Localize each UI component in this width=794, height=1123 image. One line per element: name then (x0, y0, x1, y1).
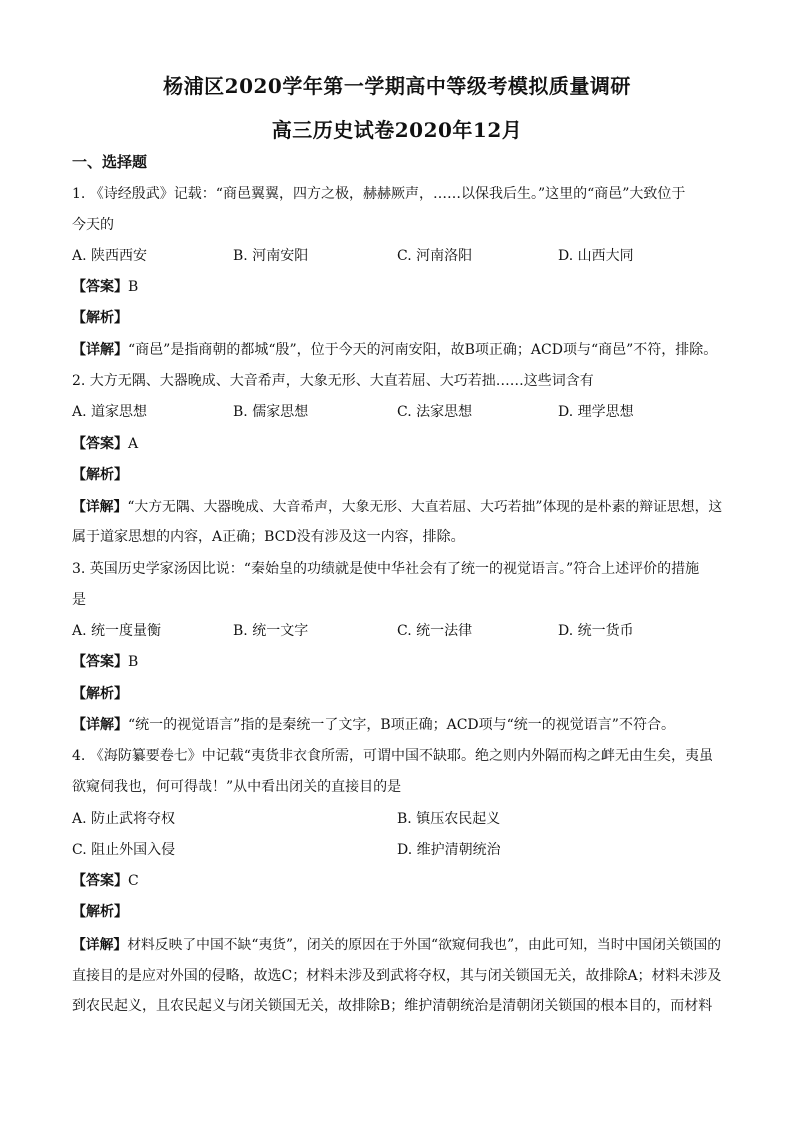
q2-option-b: B. 儒家思想 (233, 404, 309, 420)
q4-option-c: C. 阻止外国入侵 (72, 842, 176, 858)
q1-option-a: A. 陕西西安 (72, 248, 148, 264)
q3-analysis (72, 683, 128, 703)
q2-answer-value: A (128, 436, 139, 452)
q3-stem-line2: 是 (72, 592, 86, 608)
q4-detail-line2: 直接目的是应对外国的侵略，故选C；材料未涉及到武将夺权，其与闭关锁国无关，故排除A；材料未涉及 (72, 968, 722, 984)
answer-label: 【答案】 (72, 873, 128, 889)
q1-analysis (72, 307, 128, 327)
q3-option-c: C. 统一法律 (397, 623, 473, 639)
q2-analysis (72, 464, 128, 484)
q1-stem-line1: 1. 《诗经殷武》记载：“商邑翼翼，四方之极，赫赫厥声，……以保我后生。”这里的“商邑”大致位于 (72, 186, 686, 202)
q2-option-a: A. 道家思想 (72, 404, 148, 420)
q3-stem-line1: 3. 英国历史学家汤因比说：“秦始皇的功绩就是使中华社会有了统一的视觉语言。”符合上述评价的措施 (72, 561, 700, 577)
q3-option-b: B. 统一文字 (233, 623, 309, 639)
q1-option-b: B. 河南安阳 (233, 248, 309, 264)
q2-option-d: D. 理学思想 (558, 404, 634, 420)
q2-detail-line1 (72, 495, 722, 515)
q4-option-b: B. 镇压农民起义 (397, 811, 501, 827)
q2-option-c: C. 法家思想 (397, 404, 473, 420)
q3-answer-value: B (128, 654, 139, 670)
answer-label: 【答案】 (72, 436, 128, 452)
q1-answer (72, 276, 138, 296)
answer-label: 【答案】 (72, 654, 128, 670)
q1-option-d: D. 山西大同 (558, 248, 634, 264)
q4-stem-line1: 4. 《海防纂要卷七》中记载“夷货非衣食所需，可谓中国不缺耶。绝之则内外隔而构之衅无由生矣，夷虽 (72, 748, 713, 764)
exam-subtitle: 高三历史试卷2020年12月 (271, 118, 523, 142)
q4-detail-line3: 到农民起义，且农民起义与闭关锁国无关，故排除B；维护清朝统治是清朝闭关锁国的根本目的，而材料 (72, 998, 713, 1014)
q2-stem-line1: 2. 大方无隅、大器晚成、大音希声，大象无形、大直若屈、大巧若拙……这些词含有 (72, 373, 594, 389)
q3-option-d: D. 统一货币 (558, 623, 634, 639)
q1-detail-text: “商邑”是指商朝的都城“殷”，位于今天的河南安阳，故B项正确；ACD项与“商邑”不符，排除。 (128, 342, 718, 358)
section-heading: 一、选择题 (72, 153, 148, 171)
analysis-label: 【解析】 (72, 904, 128, 920)
analysis-label: 【解析】 (72, 686, 128, 702)
q4-option-a: A. 防止武将夺权 (72, 811, 176, 827)
q4-answer (72, 870, 139, 890)
q2-answer (72, 433, 138, 453)
detail-label: 【详解】 (72, 499, 128, 515)
q3-detail-text: “统一的视觉语言”指的是秦统一了文字，B项正确；ACD项与“统一的视觉语言”不符合。 (128, 717, 675, 733)
q4-detail-text1: 材料反映了中国不缺“夷货”，闭关的原因在于外国“欲窥伺我也”，由此可知，当时中国闭关锁国的 (127, 937, 722, 953)
q1-answer-value: B (128, 279, 139, 295)
q4-analysis (72, 901, 128, 921)
q3-detail (72, 714, 675, 734)
q1-detail (72, 339, 717, 359)
q3-answer (72, 651, 138, 671)
q4-stem-line2: 欲窥伺我也，何可得哉！”从中看出闭关的直接目的是 (72, 779, 402, 795)
q2-detail-text1: “大方无隅、大器晚成、大音希声，大象无形、大直若屈、大巧若拙”体现的是朴素的辩证思想，这 (127, 499, 723, 515)
detail-label: 【详解】 (72, 937, 128, 953)
q2-detail-line2: 属于道家思想的内容，A正确；BCD没有涉及这一内容，排除。 (72, 529, 465, 545)
q3-option-a: A. 统一度量衡 (72, 623, 162, 639)
q4-detail-line1 (72, 933, 721, 953)
exam-title: 杨浦区2020学年第一学期高中等级考模拟质量调研 (163, 74, 631, 98)
answer-label: 【答案】 (72, 279, 128, 295)
detail-label: 【详解】 (72, 342, 128, 358)
q1-stem-line2: 今天的 (72, 217, 114, 233)
q4-answer-value: C (128, 873, 139, 889)
analysis-label: 【解析】 (72, 467, 128, 483)
q1-option-c: C. 河南洛阳 (397, 248, 473, 264)
q4-option-d: D. 维护清朝统治 (397, 842, 501, 858)
detail-label: 【详解】 (72, 717, 128, 733)
analysis-label: 【解析】 (72, 310, 128, 326)
